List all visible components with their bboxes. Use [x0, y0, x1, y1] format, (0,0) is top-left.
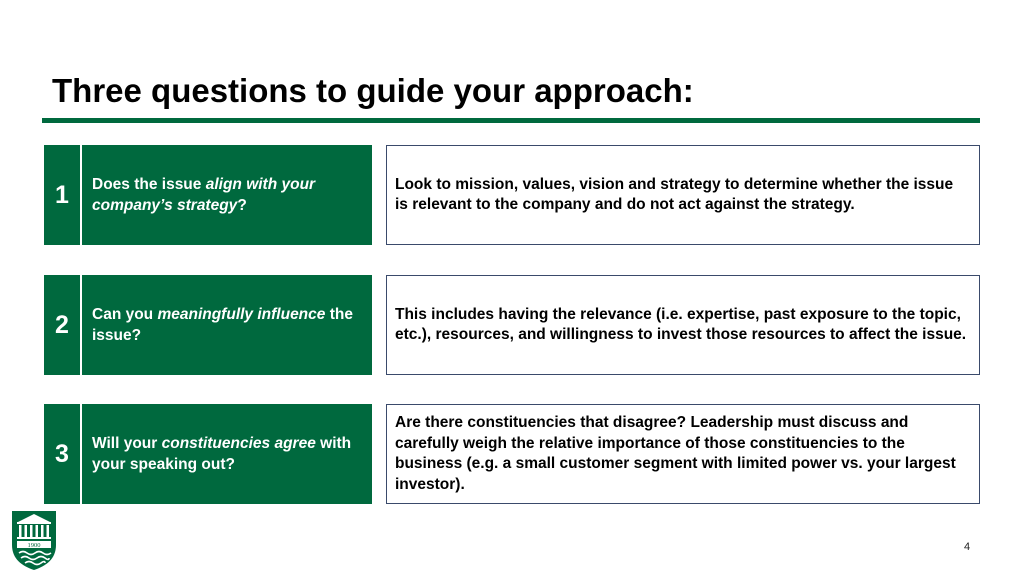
answer-text: Look to mission, values, vision and strategy to determine whether the issue is relevant to the company and do not act against the strategy.: [395, 175, 954, 213]
question-text: [92, 174, 362, 216]
question-text-post: the issue?: [92, 306, 353, 344]
answer-text: Are there constituencies that disagree? Leadership must discuss and carefully weigh the relative importance of those constituencies to the business (e.g. a small customer segment with limited power vs. your largest investor).: [395, 414, 956, 493]
question-row-3: [44, 404, 980, 506]
question-text-emphasis: constituencies agree: [161, 435, 316, 452]
answer-cell: [386, 275, 980, 375]
question-text-emphasis: meaningfully influence: [157, 306, 326, 323]
question-text: [92, 433, 362, 475]
title-divider: [42, 118, 980, 123]
question-text-post: ?: [237, 197, 247, 214]
page-number: 4: [964, 541, 971, 553]
question-cell: [82, 404, 372, 504]
svg-text:1900: 1900: [27, 542, 41, 549]
answer-text: This includes having the relevance (i.e. expertise, past exposure to the topic, etc.), resources, and willingness to invest those resources to affect the issue.: [395, 305, 967, 343]
question-row-2: [44, 275, 980, 377]
question-cell: [82, 275, 372, 375]
slide-title: Three questions to guide your approach:: [52, 72, 694, 109]
question-cell: [82, 145, 372, 245]
question-text-post: with your speaking out?: [92, 435, 352, 473]
answer-cell: [386, 145, 980, 245]
question-text: [92, 304, 362, 346]
question-text-pre: Will your: [92, 435, 162, 452]
row-number: 1: [44, 145, 80, 245]
answer-cell: [386, 404, 980, 504]
shield-building-icon: [10, 509, 58, 571]
question-row-1: [44, 145, 980, 247]
question-text-pre: Does the issue: [92, 176, 206, 193]
question-text-emphasis: align with your company’s strategy: [92, 176, 316, 214]
question-text-pre: Can you: [92, 306, 158, 323]
row-number: 3: [44, 404, 80, 504]
row-number: 2: [44, 275, 80, 375]
